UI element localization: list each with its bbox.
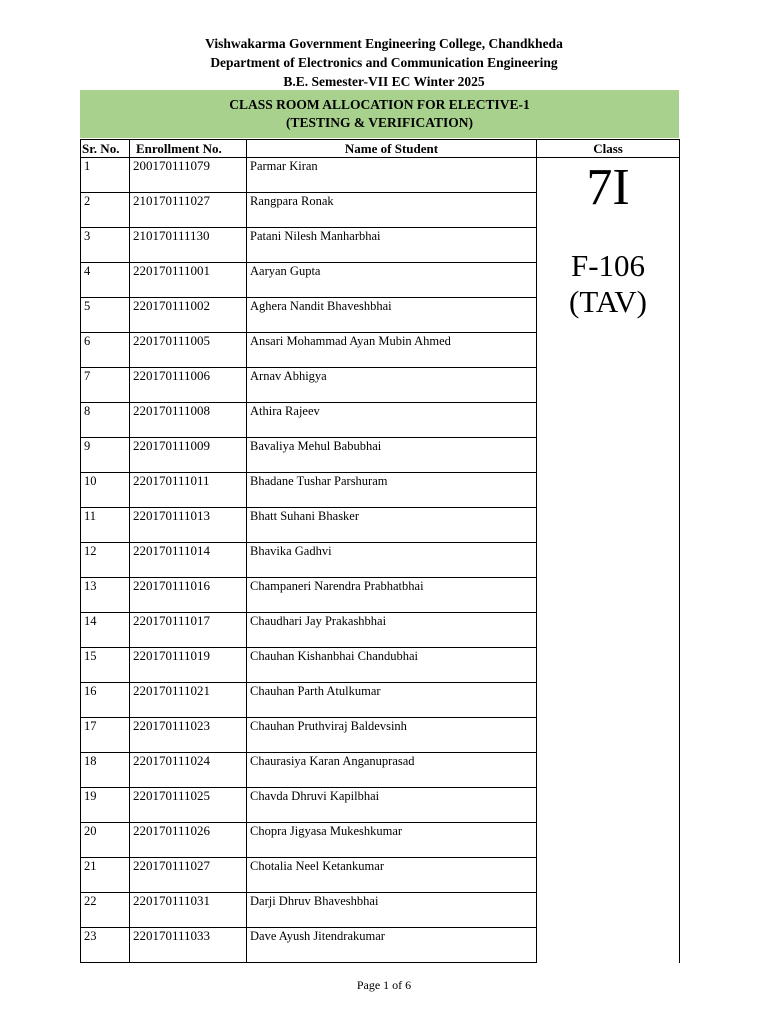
cell-sr-no: 9 xyxy=(81,438,130,473)
semester-info: B.E. Semester-VII EC Winter 2025 xyxy=(283,74,485,89)
cell-enrollment-no: 220170111023 xyxy=(130,718,247,753)
cell-student-name: Rangpara Ronak xyxy=(247,193,537,228)
cell-sr-no: 12 xyxy=(81,543,130,578)
cell-enrollment-no: 220170111027 xyxy=(130,858,247,893)
cell-enrollment-no: 220170111033 xyxy=(130,928,247,963)
cell-student-name: Champaneri Narendra Prabhatbhai xyxy=(247,578,537,613)
cell-enrollment-no: 220170111019 xyxy=(130,648,247,683)
cell-enrollment-no: 220170111002 xyxy=(130,298,247,333)
class-room-number: F-106 xyxy=(570,248,646,283)
cell-sr-no: 3 xyxy=(81,228,130,263)
cell-student-name: Parmar Kiran xyxy=(247,158,537,193)
cell-student-name: Dave Ayush Jitendrakumar xyxy=(247,928,537,963)
cell-student-name: Aaryan Gupta xyxy=(247,263,537,298)
cell-student-name: Chopra Jigyasa Mukeshkumar xyxy=(247,823,537,858)
cell-sr-no: 17 xyxy=(81,718,130,753)
cell-sr-no: 6 xyxy=(81,333,130,368)
cell-sr-no: 14 xyxy=(81,613,130,648)
cell-enrollment-no: 220170111026 xyxy=(130,823,247,858)
cell-student-name: Chauhan Kishanbhai Chandubhai xyxy=(247,648,537,683)
cell-sr-no: 16 xyxy=(81,683,130,718)
college-name: Vishwakarma Government Engineering College, Chandkheda xyxy=(205,36,563,51)
cell-sr-no: 13 xyxy=(81,578,130,613)
cell-enrollment-no: 220170111031 xyxy=(130,893,247,928)
cell-enrollment-no: 220170111021 xyxy=(130,683,247,718)
cell-student-name: Bavaliya Mehul Babubhai xyxy=(247,438,537,473)
cell-sr-no: 4 xyxy=(81,263,130,298)
cell-enrollment-no: 220170111005 xyxy=(130,333,247,368)
column-header-class: Class xyxy=(537,140,680,158)
cell-sr-no: 23 xyxy=(81,928,130,963)
cell-student-name: Patani Nilesh Manharbhai xyxy=(247,228,537,263)
cell-sr-no: 8 xyxy=(81,403,130,438)
cell-student-name: Darji Dhruv Bhaveshbhai xyxy=(247,893,537,928)
cell-sr-no: 15 xyxy=(81,648,130,683)
column-header-enrollment: Enrollment No. xyxy=(130,140,247,158)
cell-sr-no: 5 xyxy=(81,298,130,333)
cell-sr-no: 7 xyxy=(81,368,130,403)
allocation-table xyxy=(80,139,680,963)
cell-enrollment-no: 200170111079 xyxy=(130,158,247,193)
document-header xyxy=(0,34,768,91)
cell-student-name: Arnav Abhigya xyxy=(247,368,537,403)
elective-subject: (TESTING & VERIFICATION) xyxy=(285,115,474,130)
cell-sr-no: 10 xyxy=(81,473,130,508)
allocation-title: CLASS ROOM ALLOCATION FOR ELECTIVE-1 xyxy=(229,97,530,112)
cell-student-name: Bhatt Suhani Bhasker xyxy=(247,508,537,543)
cell-enrollment-no: 220170111001 xyxy=(130,263,247,298)
allocation-title-band xyxy=(80,90,679,138)
cell-student-name: Chaudhari Jay Prakashbhai xyxy=(247,613,537,648)
cell-student-name: Bhadane Tushar Parshuram xyxy=(247,473,537,508)
cell-sr-no: 19 xyxy=(81,788,130,823)
column-header-name: Name of Student xyxy=(247,140,537,158)
cell-sr-no: 22 xyxy=(81,893,130,928)
cell-student-name: Chauhan Parth Atulkumar xyxy=(247,683,537,718)
cell-sr-no: 21 xyxy=(81,858,130,893)
cell-student-name: Bhavika Gadhvi xyxy=(247,543,537,578)
class-division: 7I xyxy=(586,159,630,216)
column-header-sr-no: Sr. No. xyxy=(81,140,130,158)
cell-enrollment-no: 210170111130 xyxy=(130,228,247,263)
cell-enrollment-no: 220170111017 xyxy=(130,613,247,648)
table-header-row xyxy=(81,140,680,158)
cell-sr-no: 2 xyxy=(81,193,130,228)
cell-enrollment-no: 220170111009 xyxy=(130,438,247,473)
cell-student-name: Athira Rajeev xyxy=(247,403,537,438)
cell-student-name: Ansari Mohammad Ayan Mubin Ahmed xyxy=(247,333,537,368)
cell-student-name: Chotalia Neel Ketankumar xyxy=(247,858,537,893)
cell-enrollment-no: 220170111006 xyxy=(130,368,247,403)
table-body xyxy=(81,158,680,963)
cell-enrollment-no: 220170111013 xyxy=(130,508,247,543)
cell-sr-no: 20 xyxy=(81,823,130,858)
cell-sr-no: 1 xyxy=(81,158,130,193)
cell-enrollment-no: 220170111024 xyxy=(130,753,247,788)
cell-sr-no: 11 xyxy=(81,508,130,543)
cell-enrollment-no: 220170111014 xyxy=(130,543,247,578)
cell-enrollment-no: 220170111008 xyxy=(130,403,247,438)
cell-student-name: Chauhan Pruthviraj Baldevsinh xyxy=(247,718,537,753)
cell-student-name: Aghera Nandit Bhaveshbhai xyxy=(247,298,537,333)
table-row xyxy=(81,158,680,193)
cell-enrollment-no: 210170111027 xyxy=(130,193,247,228)
cell-enrollment-no: 220170111011 xyxy=(130,473,247,508)
cell-enrollment-no: 220170111016 xyxy=(130,578,247,613)
cell-student-name: Chavda Dhruvi Kapilbhai xyxy=(247,788,537,823)
cell-enrollment-no: 220170111025 xyxy=(130,788,247,823)
page-number: Page 1 of 6 xyxy=(356,978,412,992)
subject-code: (TAV) xyxy=(569,284,647,319)
cell-student-name: Chaurasiya Karan Anganuprasad xyxy=(247,753,537,788)
department-name: Department of Electronics and Communication Engineering xyxy=(210,55,558,70)
cell-sr-no: 18 xyxy=(81,753,130,788)
class-allocation-cell xyxy=(537,158,680,963)
